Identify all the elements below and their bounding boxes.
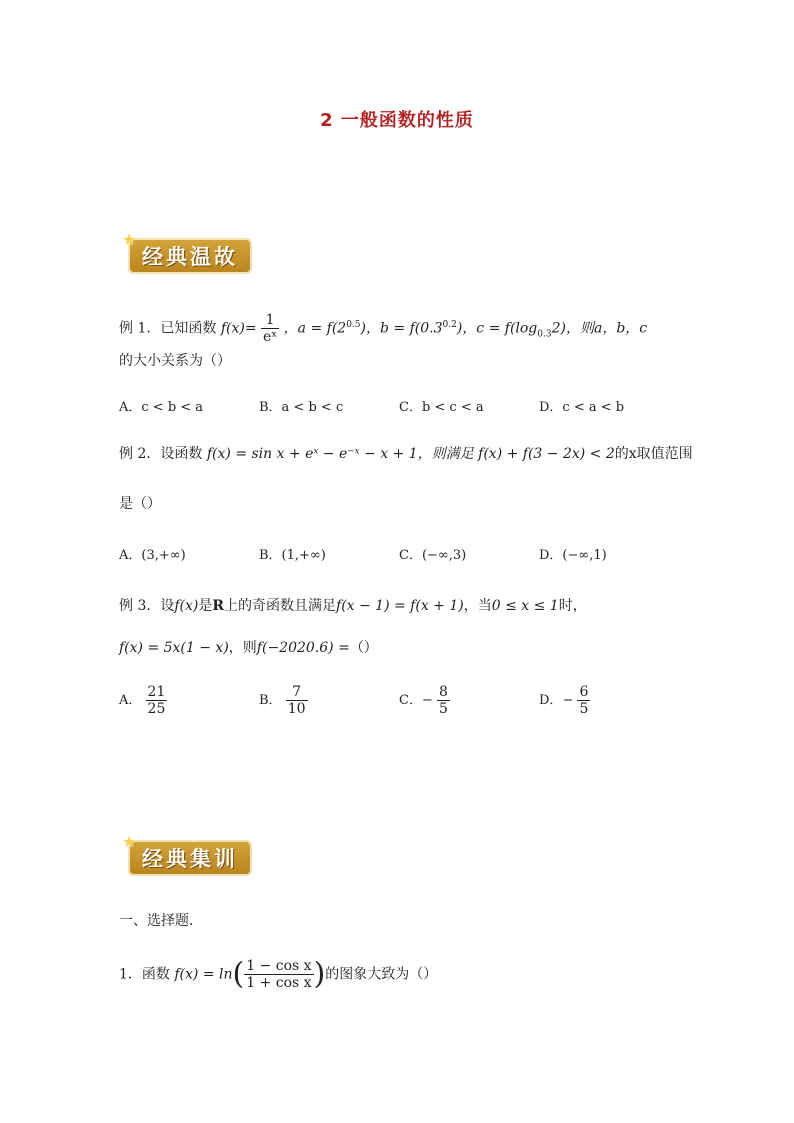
ex2-func: f(x) = sin x + eˣ − e⁻ˣ − x + 1，则满足	[206, 446, 474, 462]
q1-func: f(x) = ln	[174, 966, 233, 983]
ex3-interval: 0 ≤ x ≤ 1	[491, 598, 559, 614]
ex3-is: 是	[198, 598, 213, 614]
example-2-line-1	[119, 444, 693, 464]
option-fraction	[146, 684, 168, 717]
q1-den: 1 + cos x	[246, 975, 312, 991]
ex3-fx: f(x)	[174, 598, 199, 614]
ex1-a-exp: 0.5	[346, 319, 361, 330]
q1-tail: 的图象大致为（）	[325, 966, 438, 983]
ex3-periodic: f(x − 1) = f(x + 1)	[336, 598, 464, 614]
ex3-query: f(−2020.6) =	[256, 640, 350, 656]
option-label: D．	[539, 693, 563, 708]
section-heading: 一、选择题．	[119, 913, 203, 929]
ex3-def: f(x) = 5x(1 − x)	[119, 640, 229, 656]
ex3-blank: （）	[349, 640, 378, 656]
ex1-c-def: )，c = f(log	[456, 320, 538, 337]
ex3-time: 时，	[558, 598, 587, 614]
ex1-option-d: D．c < a < b	[539, 400, 625, 415]
frac-den: 5	[579, 701, 589, 717]
ex1-option-b: B．a < b < c	[259, 400, 344, 415]
ex1-b-exp: 0.2	[442, 319, 457, 330]
ex2-option-d: D．(−∞,1)	[539, 548, 607, 563]
ex2-label: 例 2．设函数	[119, 446, 203, 462]
badge-label: 经典温故	[142, 245, 238, 269]
ex2-option-b: B．(1,+∞)	[259, 548, 326, 563]
frac-num: 21	[147, 684, 166, 700]
ex1-option-c: C．b < c < a	[399, 400, 484, 415]
ex3-then: ，则	[228, 640, 257, 656]
ex1-frac-num: 1	[261, 312, 279, 329]
ex1-frac-den: eˣ	[263, 329, 278, 345]
ex3-real-set: R	[212, 598, 225, 614]
ex2-inequality: f(x) + f(3 − 2x) < 2	[478, 446, 615, 462]
ex3-label: 例 3．设	[119, 598, 175, 614]
ex1-a-def: ，a = f(2	[283, 320, 347, 337]
ex3-odd-text: 上的奇函数且满足	[224, 598, 337, 614]
ex2-range-text: 的x取值范围	[614, 446, 693, 462]
page-title: 2 一般函数的性质	[320, 110, 474, 131]
option-label: A．	[119, 693, 142, 708]
ex2-option-c: C．(−∞,3)	[399, 548, 467, 563]
ex2-option-a: A．(3,+∞)	[119, 548, 186, 563]
frac-den: 5	[439, 701, 448, 717]
option-sign: −	[421, 693, 433, 708]
badge-label: 经典集训	[142, 847, 238, 871]
star-icon: ★	[122, 230, 140, 249]
ex3-option-d	[539, 684, 590, 717]
ex3-option-c	[399, 684, 450, 717]
ex3-option-b	[259, 684, 308, 717]
option-fraction	[286, 684, 308, 717]
q1-num: 1 − cos x	[246, 958, 312, 974]
option-sign: −	[562, 693, 574, 708]
q1-fraction	[244, 958, 313, 991]
ex1-label: 例 1．已知函数	[119, 320, 217, 337]
example-3-line-1	[119, 596, 587, 616]
ex1-c-end: 2)，则a，b，c	[551, 320, 648, 337]
option-fraction	[577, 684, 590, 717]
option-label: C．	[399, 693, 422, 708]
frac-num: 7	[286, 684, 308, 701]
section-badge-review	[122, 230, 252, 274]
example-2-line-2: 是（）	[119, 496, 161, 512]
frac-den: 10	[287, 701, 306, 717]
ex3-when: ，当	[463, 598, 492, 614]
ex1-option-a: A．c < b < a	[119, 400, 204, 415]
frac-den: 25	[147, 701, 166, 717]
ex1-c-base: 0.3	[537, 329, 552, 340]
q1-label: 1．函数	[119, 966, 170, 983]
right-paren: )	[313, 956, 326, 992]
left-paren: (	[232, 956, 245, 992]
star-icon: ★	[122, 832, 140, 851]
ex1-b-def: )，b = f(0.3	[360, 320, 443, 337]
question-1	[119, 958, 437, 991]
frac-num: 6	[579, 684, 589, 700]
ex1-func: f(x)=	[220, 320, 257, 337]
section-badge-training	[122, 832, 252, 876]
option-label: B．	[259, 693, 282, 708]
example-1-line-1	[119, 312, 647, 345]
frac-num: 8	[439, 684, 448, 700]
option-fraction	[437, 684, 450, 717]
ex3-option-a	[119, 684, 167, 717]
ex1-fraction	[261, 312, 279, 345]
example-1-line-2: 的大小关系为（）	[119, 353, 231, 369]
example-3-line-2	[119, 638, 378, 658]
